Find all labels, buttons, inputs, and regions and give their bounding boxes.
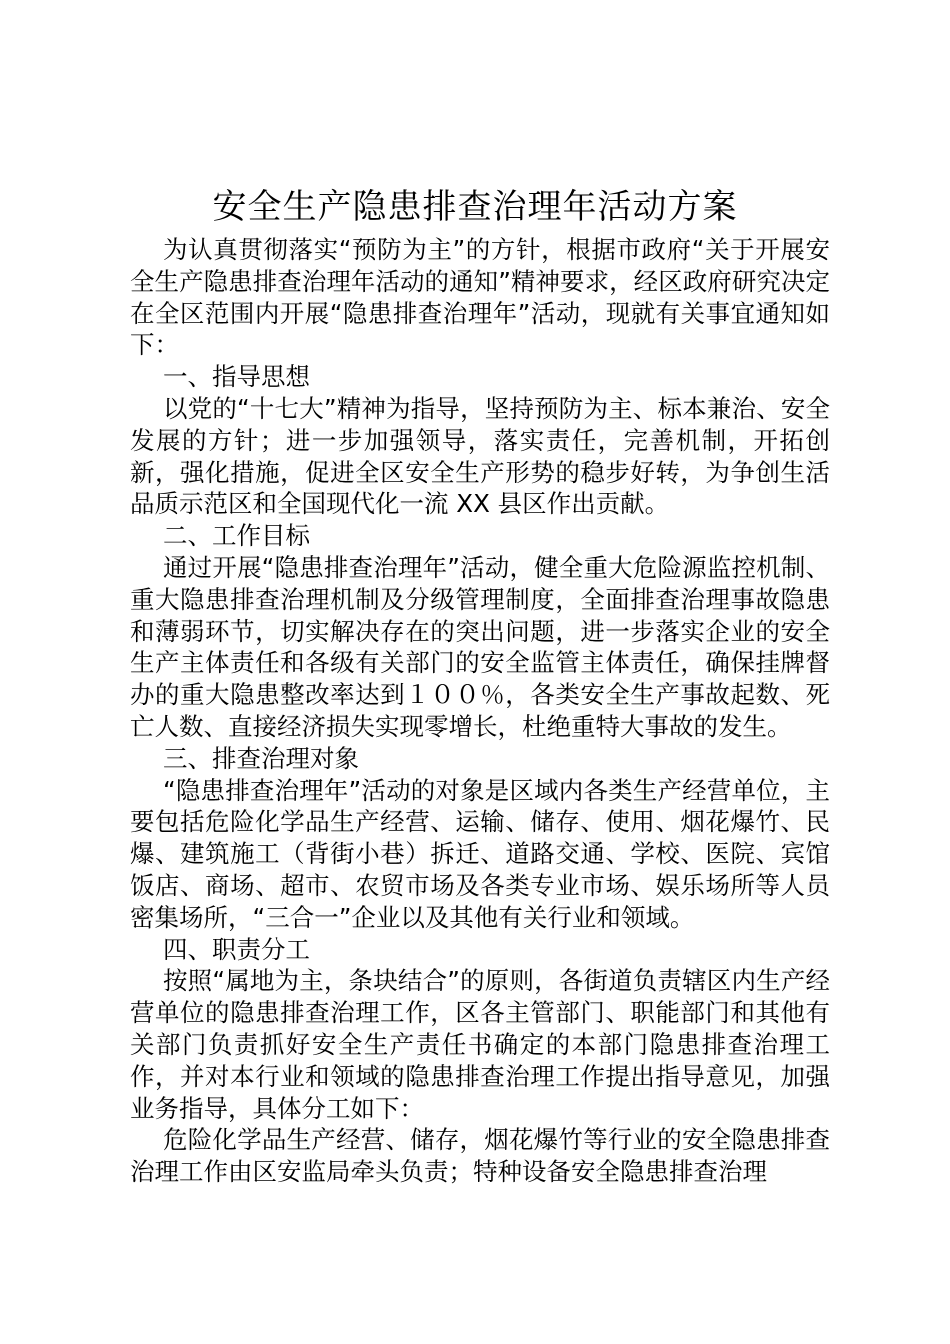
- division-paragraph: 危险化学品生产经营、储存，烟花爆竹等行业的安全隐患排查治理工作由区安监局牵头负责；特种设备安全隐患排查治理: [130, 1125, 830, 1187]
- targets-paragraph: “隐患排查治理年”活动的对象是区域内各类生产经营单位，主要包括危险化学品生产经营、运输、储存、使用、烟花爆竹、民爆、建筑施工（背街小巷）拆迁、道路交通、学校、医院、宾馆饭店、商场、超市、农贸市场及各类专业市场、娱乐场所等人员密集场所，“三合一”企业以及其他有关行业和领域。: [130, 775, 830, 932]
- responsibilities-paragraph: 按照“属地为主，条块结合”的原则，各街道负责辖区内生产经营单位的隐患排查治理工作，区各主管部门、职能部门和其他有关部门负责抓好安全生产责任书确定的本部门隐患排查治理工作，并对本行业和领域的隐患排查治理工作提出指导意见，加强业务指导，具体分工如下：: [130, 966, 830, 1123]
- section-heading-guiding-ideology: 一、指导思想: [163, 362, 310, 392]
- intro-paragraph: 为认真贯彻落实“预防为主”的方针，根据市政府“关于开展安全生产隐患排查治理年活动的通知”精神要求，经区政府研究决定在全区范围内开展“隐患排查治理年”活动，现就有关事宜通知如下：: [130, 235, 830, 360]
- work-goals-paragraph: 通过开展“隐患排查治理年”活动，健全重大危险源监控机制、重大隐患排查治理机制及分级管理制度，全面排查治理事故隐患和薄弱环节，切实解决存在的突出问题，进一步落实企业的安全生产主体责任和各级有关部门的安全监管主体责任，确保挂牌督办的重大隐患整改率达到１００％，各类安全生产事故起数、死亡人数、直接经济损失实现零增长，杜绝重特大事故的发生。: [130, 552, 830, 741]
- document-title: 安全生产隐患排查治理年活动方案: [212, 187, 738, 227]
- guiding-ideology-paragraph: 以党的“十七大”精神为指导，坚持预防为主、标本兼治、安全发展的方针；进一步加强领导，落实责任，完善机制，开拓创新，强化措施，促进全区安全生产形势的稳步好转，为争创生活品质示范区和全国现代化一流 XX 县区作出贡献。: [130, 393, 830, 519]
- section-heading-work-goals: 二、工作目标: [163, 521, 310, 551]
- section-heading-responsibilities: 四、职责分工: [163, 934, 310, 964]
- document-body: [130, 234, 830, 1188]
- section-heading-targets: 三、排查治理对象: [163, 743, 359, 773]
